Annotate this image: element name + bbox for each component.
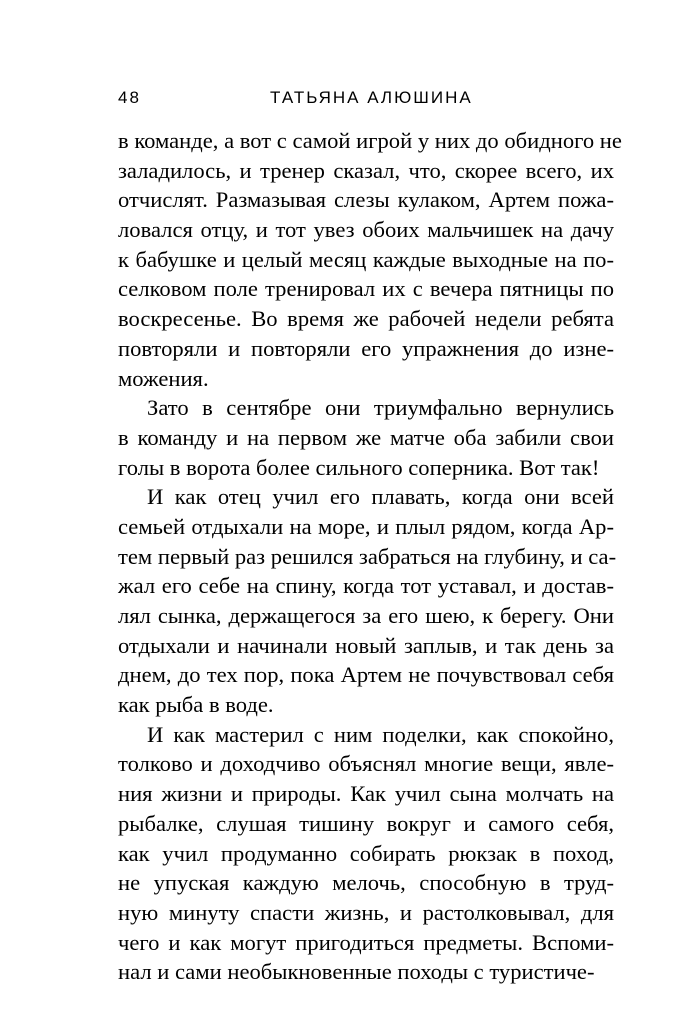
text-line: нал и сами необыкновенные походы с туристиче- xyxy=(118,959,595,985)
text-line: Зато в сентябре они триумфально вернулись xyxy=(147,395,614,421)
text-line: рыбалке, слушая тишину вокруг и самого себя, xyxy=(118,810,614,836)
running-title: ТАТЬЯНА АЛЮШИНА xyxy=(270,88,473,107)
text-line: повторяли и повторяли его упражнения до изне- xyxy=(118,335,614,361)
paragraph xyxy=(118,720,614,987)
text-line: селковом поле тренировал их с вечера пятницы по xyxy=(118,276,614,302)
text-line: днем, до тех пор, пока Артем не почувствовал себя xyxy=(118,662,614,688)
text-line: не упуская каждую мелочь, способную в труд- xyxy=(118,870,614,896)
text-line: И как отец учил его плавать, когда они всей xyxy=(147,484,614,510)
page-number: 48 xyxy=(118,88,141,107)
body-text xyxy=(118,126,622,987)
text-line: И как мастерил с ним поделки, как спокойно, xyxy=(147,721,614,747)
text-line: как рыба в воде. xyxy=(118,692,274,718)
paragraph xyxy=(118,482,617,720)
text-line: в команду и на первом же матче оба забили свои xyxy=(118,424,614,450)
text-line: заладилось, и тренер сказал, что, скорее всего, их xyxy=(118,157,614,183)
text-line: жал его себе на спину, когда тот уставал, и достав- xyxy=(118,573,614,599)
text-line: семьей отдыхали на море, и плыл рядом, когда Ар- xyxy=(118,513,614,539)
text-line: толково и доходчиво объяснял многие вещи, явле- xyxy=(118,751,614,777)
text-line: голы в ворота более сильного соперника. Вот так! xyxy=(118,454,600,480)
text-line: ловался отцу, и тот увез обоих мальчишек на дачу xyxy=(118,217,614,243)
text-line: в команде, а вот с самой игрой у них до обидного не xyxy=(118,128,622,153)
text-line: ную минуту спасти жизнь, и растолковывал, для xyxy=(118,899,614,925)
page-header xyxy=(118,88,614,118)
text-line: чего и как могут пригодиться предметы. Вспоми- xyxy=(118,929,614,955)
text-line: можения. xyxy=(118,365,209,391)
paragraph xyxy=(118,126,622,393)
text-line: ния жизни и природы. Как учил сына молчать на xyxy=(118,781,614,807)
text-line: отдыхали и начинали новый заплыв, и так день за xyxy=(118,632,614,658)
text-line: как учил продуманно собирать рюкзак в поход, xyxy=(118,840,614,866)
text-line: отчислят. Размазывая слезы кулаком, Артем пожа- xyxy=(118,187,614,213)
text-line: воскресенье. Во время же рабочей недели ребята xyxy=(118,306,614,332)
text-line: к бабушке и целый месяц каждые выходные на по- xyxy=(118,246,614,272)
text-line: тем первый раз решился забраться на глубину, и са- xyxy=(118,543,617,569)
text-line: лял сынка, держащегося за его шею, к берегу. Они xyxy=(118,603,614,628)
paragraph xyxy=(118,393,614,482)
